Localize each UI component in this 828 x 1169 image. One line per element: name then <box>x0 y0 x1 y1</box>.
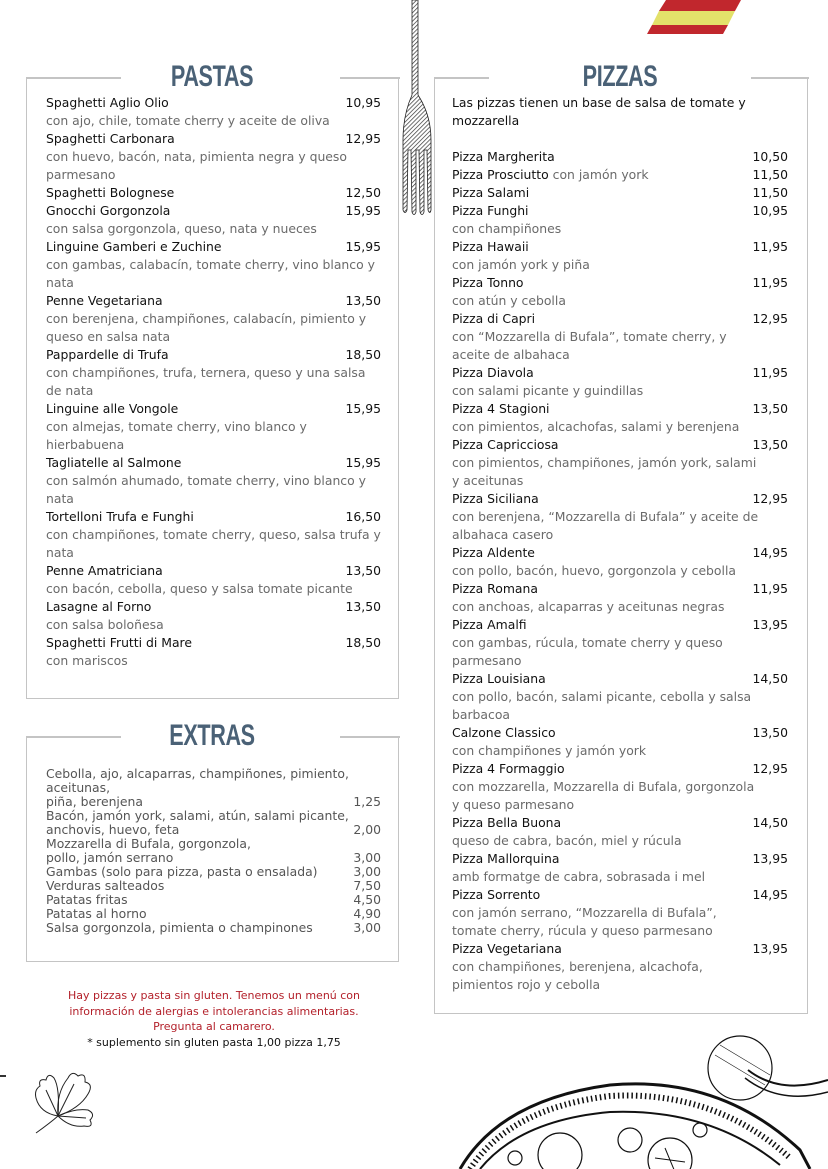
pizza-item-row <box>452 400 788 418</box>
pasta-item <box>46 454 381 508</box>
pizza-item-row <box>452 364 788 382</box>
extra-line: Patatas fritas <box>46 892 128 907</box>
pizza-price: 11,50 <box>752 185 788 200</box>
pizza-name-group <box>452 580 538 598</box>
pasta-name: Spaghetti Frutti di Mare <box>46 635 193 650</box>
pizza-item-row <box>452 850 788 868</box>
pizzas-intro: Las pizzas tienen un base de salsa de tomate y mozzarella <box>452 95 746 128</box>
fork-tine-fragment <box>0 1075 6 1077</box>
pasta-description: con salmón ahumado, tomate cherry, vino blanco y nata <box>46 473 366 506</box>
pasta-price: 12,50 <box>345 185 381 200</box>
extra-line: Salsa gorgonzola, pimienta o champinones <box>46 920 313 935</box>
pasta-name: Lasagne al Forno <box>46 599 152 614</box>
pasta-description: con ajo, chile, tomate cherry y aceite de oliva <box>46 113 330 128</box>
pizza-item <box>452 166 788 184</box>
pizza-price: 13,50 <box>752 401 788 416</box>
extra-description <box>46 837 251 865</box>
pasta-description: con mariscos <box>46 653 128 668</box>
pizza-name-group <box>452 670 546 688</box>
pizza-item-row <box>452 436 788 454</box>
pizza-price: 14,50 <box>752 815 788 830</box>
pasta-item <box>46 238 381 292</box>
extras-heading: EXTRAS <box>169 719 255 752</box>
pasta-name: Spaghetti Aglio Olio <box>46 95 169 110</box>
extra-price: 3,00 <box>353 850 381 865</box>
pizza-description: con anchoas, alcaparras y aceitunas negras <box>452 599 725 614</box>
pasta-description: con huevo, bacón, nata, pimienta negra y queso parmesano <box>46 149 347 182</box>
pizza-item <box>452 310 788 364</box>
pizza-item-row <box>452 814 788 832</box>
pizza-price: 11,95 <box>752 365 788 380</box>
pizza-description: con champiñones y jamón york <box>452 743 647 758</box>
extra-line: Verduras salteados <box>46 878 165 893</box>
pasta-item <box>46 202 381 238</box>
extra-line: Gambas (solo para pizza, pasta o ensalada) <box>46 864 318 879</box>
extra-price: 1,25 <box>353 794 381 809</box>
pasta-item <box>46 400 381 454</box>
pizza-name: Pizza di Capri <box>452 311 536 326</box>
fork-icon <box>395 0 435 220</box>
pizza-item <box>452 238 788 274</box>
pasta-item-row <box>46 184 381 202</box>
pizza-name-group <box>452 436 559 454</box>
pizza-name-group <box>452 760 565 778</box>
extra-item <box>46 893 381 907</box>
pizza-item <box>452 148 788 166</box>
pasta-price: 10,95 <box>345 95 381 110</box>
pasta-name: Tagliatelle al Salmone <box>46 455 182 470</box>
pizza-item <box>452 940 788 994</box>
pizza-description: con mozzarella, Mozzarella di Bufala, gorgonzola y queso parmesano <box>452 779 755 812</box>
extra-price: 3,00 <box>353 864 381 879</box>
notice-line-3: Pregunta al camarero. <box>153 1020 275 1033</box>
pizza-name: Pizza Louisiana <box>452 671 546 686</box>
extra-description <box>46 907 147 921</box>
pizza-name-group <box>452 274 524 292</box>
extras-list <box>46 767 381 935</box>
pizza-price: 11,95 <box>752 581 788 596</box>
pizza-item-row <box>452 274 788 292</box>
pizza-inline-description: con jamón york <box>552 167 649 182</box>
pasta-item-row <box>46 634 381 652</box>
pizza-price: 12,95 <box>752 491 788 506</box>
pizza-description: con pollo, bacón, huevo, gorgonzola y cebolla <box>452 563 736 578</box>
pizza-description: con pimientos, champiñones, jamón york, salami y aceitunas <box>452 455 757 488</box>
pizza-name-group <box>452 310 535 328</box>
pasta-price: 15,95 <box>345 401 381 416</box>
pasta-item-row <box>46 238 381 256</box>
extra-description <box>46 767 349 809</box>
pasta-item-row <box>46 454 381 472</box>
pasta-item-row <box>46 346 381 364</box>
pizza-name-group <box>452 940 562 958</box>
pizza-name: Pizza 4 Stagioni <box>452 401 550 416</box>
pasta-item-row <box>46 598 381 616</box>
pizza-description: con champiñones <box>452 221 562 236</box>
pizza-name: Pizza Diavola <box>452 365 534 380</box>
pasta-item <box>46 562 381 598</box>
pizza-name: Pizza Vegetariana <box>452 941 562 956</box>
pizza-price: 14,95 <box>752 887 788 902</box>
pasta-item-row <box>46 94 381 112</box>
pizza-item <box>452 490 788 544</box>
pizza-name: Pizza Siciliana <box>452 491 539 506</box>
pasta-name: Spaghetti Bolognese <box>46 185 175 200</box>
pizza-name-group <box>452 238 529 256</box>
pizza-name-group <box>452 400 550 418</box>
parsley-leaf-icon <box>30 1068 102 1138</box>
pizza-description: amb formatge de cabra, sobrasada i mel <box>452 869 706 884</box>
pizza-name-group <box>452 616 527 634</box>
pizza-price: 12,95 <box>752 761 788 776</box>
pizza-description: con champiñones, berenjena, alcachofa, pimientos rojo y cebolla <box>452 959 703 992</box>
pizza-description: con jamón serrano, “Mozzarella di Bufala”, tomate cherry, rúcula y queso parmesano <box>452 905 717 938</box>
pizza-name-group <box>452 166 649 184</box>
pasta-item <box>46 508 381 562</box>
extra-line: aceitunas, <box>46 780 111 795</box>
extra-item <box>46 837 381 865</box>
pasta-price: 13,50 <box>345 293 381 308</box>
notice-line-2: información de alergias e intolerancias alimentarias. <box>69 1004 359 1018</box>
pizza-item <box>452 814 788 850</box>
pasta-description: con bacón, cebolla, queso y salsa tomate picante <box>46 581 353 596</box>
pizza-item-row <box>452 940 788 958</box>
pasta-name: Pappardelle di Trufa <box>46 347 169 362</box>
pasta-price: 13,50 <box>345 563 381 578</box>
pizza-description: con berenjena, “Mozzarella di Bufala” y aceite de albahaca casero <box>452 509 759 542</box>
pasta-description: con salsa gorgonzola, queso, nata y nueces <box>46 221 317 236</box>
pizza-price: 12,95 <box>752 311 788 326</box>
pizza-item-row <box>452 580 788 598</box>
pizza-name: Pizza Prosciutto <box>452 167 549 182</box>
pizza-name-group <box>452 850 559 868</box>
pizza-name-group <box>452 364 534 382</box>
pizza-item-row <box>452 310 788 328</box>
pasta-item <box>46 346 381 400</box>
notice-line-1: Hay pizzas y pasta sin gluten. Tenemos un menú con <box>67 989 361 1002</box>
pasta-item-row <box>46 400 381 418</box>
extra-price: 2,00 <box>353 822 381 837</box>
pizza-name: Pizza Capricciosa <box>452 437 559 452</box>
pizza-price: 13,50 <box>752 725 788 740</box>
extra-price: 3,00 <box>353 920 381 935</box>
pizza-item <box>452 274 788 310</box>
pasta-description: con champiñones, trufa, ternera, queso y una salsa de nata <box>46 365 366 398</box>
pizza-price: 10,50 <box>752 149 788 164</box>
pasta-item <box>46 292 381 346</box>
pizza-description: con pimientos, alcachofas, salami y berenjena <box>452 419 740 434</box>
extra-item <box>46 879 381 893</box>
pasta-name: Gnocchi Gorgonzola <box>46 203 171 218</box>
pizza-price: 11,95 <box>752 239 788 254</box>
pasta-description: con berenjena, champiñones, calabacín, pimiento y queso en salsa nata <box>46 311 367 344</box>
pasta-name: Penne Vegetariana <box>46 293 163 308</box>
pizza-description: con pollo, bacón, salami picante, cebolla y salsa barbacoa <box>452 689 752 722</box>
pasta-item-row <box>46 202 381 220</box>
pizza-item-row <box>452 616 788 634</box>
pizza-description: con jamón york y piña <box>452 257 590 272</box>
pasta-description: con almejas, tomate cherry, vino blanco y hierbabuena <box>46 419 307 452</box>
pasta-description: con gambas, calabacín, tomate cherry, vino blanco y nata <box>46 257 375 290</box>
extra-description <box>46 893 128 907</box>
pasta-price: 16,50 <box>345 509 381 524</box>
extra-line: Bacón, jamón york, salami, atún, salami picante, <box>46 808 349 823</box>
pizza-illustration-icon <box>440 1030 828 1169</box>
extra-line: piña, berenjena <box>46 794 143 809</box>
pizza-item-row <box>452 544 788 562</box>
pizza-item <box>452 724 788 760</box>
pizza-item-row <box>452 760 788 778</box>
pastas-heading: PASTAS <box>170 60 254 93</box>
pasta-price: 18,50 <box>345 347 381 362</box>
pasta-price: 15,95 <box>345 239 381 254</box>
pizza-item <box>452 544 788 580</box>
pizza-name: Pizza 4 Formaggio <box>452 761 565 776</box>
extra-item <box>46 767 381 809</box>
pizza-item <box>452 202 788 238</box>
extra-price: 4,90 <box>353 906 381 921</box>
pizza-name: Pizza Romana <box>452 581 538 596</box>
pasta-name: Tortelloni Trufa e Funghi <box>46 509 194 524</box>
pasta-price: 13,50 <box>345 599 381 614</box>
pasta-price: 18,50 <box>345 635 381 650</box>
pizza-name: Calzone Classico <box>452 725 556 740</box>
pizza-description: con “Mozzarella di Bufala”, tomate cherry, y aceite de albahaca <box>452 329 727 362</box>
pizza-item-row <box>452 238 788 256</box>
pasta-name: Spaghetti Carbonara <box>46 131 175 146</box>
pizza-item <box>452 616 788 670</box>
extra-line: pollo, jamón serrano <box>46 850 174 865</box>
pizza-item <box>452 364 788 400</box>
pasta-item <box>46 184 381 202</box>
pizza-item <box>452 400 788 436</box>
extra-item <box>46 921 381 935</box>
extra-line: Mozzarella di Bufala, gorgonzola, <box>46 836 251 851</box>
pizza-description: con gambas, rúcula, tomate cherry y queso parmesano <box>452 635 723 668</box>
pizza-price: 13,95 <box>752 617 788 632</box>
extra-line: Cebolla, ajo, alcaparras, champiñones, pimiento, <box>46 766 349 781</box>
pizza-item-row <box>452 886 788 904</box>
pizza-name-group <box>452 814 561 832</box>
pizza-item-row <box>452 166 788 184</box>
extra-price: 4,50 <box>353 892 381 907</box>
pasta-item-row <box>46 292 381 310</box>
pasta-item <box>46 94 381 130</box>
pizza-price: 14,50 <box>752 671 788 686</box>
pizza-item <box>452 850 788 886</box>
spain-flag-icon <box>646 0 746 36</box>
pizzas-heading: PIZZAS <box>582 60 658 93</box>
pizza-item <box>452 670 788 724</box>
pizza-name: Pizza Mallorquina <box>452 851 560 866</box>
gluten-supplement: * suplemento sin gluten pasta 1,00 pizza 1,75 <box>87 1035 341 1049</box>
pizza-item-row <box>452 148 788 166</box>
pizza-name: Pizza Hawaii <box>452 239 529 254</box>
pizza-name: Pizza Sorrento <box>452 887 541 902</box>
pastas-list <box>46 94 381 670</box>
pizzas-list <box>452 148 788 994</box>
pizza-description: con atún y cebolla <box>452 293 566 308</box>
pizza-name-group <box>452 544 535 562</box>
extra-description <box>46 921 313 935</box>
pizza-item-row <box>452 490 788 508</box>
gluten-notice <box>30 988 398 1050</box>
pizza-description: con salami picante y guindillas <box>452 383 644 398</box>
pizza-price: 11,95 <box>752 275 788 290</box>
pizza-name-group <box>452 184 529 202</box>
extra-item <box>46 865 381 879</box>
pizza-name-group <box>452 148 555 166</box>
pizza-price: 13,95 <box>752 941 788 956</box>
extra-description <box>46 809 349 837</box>
pasta-name: Linguine Gamberi e Zuchine <box>46 239 222 254</box>
pasta-item <box>46 634 381 670</box>
extra-item <box>46 809 381 837</box>
pizza-name-group <box>452 886 540 904</box>
extra-line: anchovis, huevo, feta <box>46 822 180 837</box>
pizza-name: Pizza Bella Buona <box>452 815 562 830</box>
pizza-item <box>452 436 788 490</box>
pizza-name-group <box>452 724 556 742</box>
extra-description <box>46 879 164 893</box>
pasta-price: 15,95 <box>345 203 381 218</box>
pizza-description: queso de cabra, bacón, miel y rúcula <box>452 833 682 848</box>
pizza-price: 14,95 <box>752 545 788 560</box>
pizza-item-row <box>452 670 788 688</box>
pizza-price: 13,95 <box>752 851 788 866</box>
pasta-item-row <box>46 562 381 580</box>
pizza-item <box>452 580 788 616</box>
pizza-item-row <box>452 184 788 202</box>
pasta-description: con salsa boloñesa <box>46 617 164 632</box>
pizza-price: 10,95 <box>752 203 788 218</box>
pizza-name: Pizza Amalfi <box>452 617 527 632</box>
pizza-name: Pizza Aldente <box>452 545 535 560</box>
pizza-name: Pizza Margherita <box>452 149 555 164</box>
extra-item <box>46 907 381 921</box>
extra-description <box>46 865 318 879</box>
pizza-name: Pizza Salami <box>452 185 530 200</box>
extra-price: 7,50 <box>353 878 381 893</box>
pasta-name: Penne Amatriciana <box>46 563 163 578</box>
pasta-price: 12,95 <box>345 131 381 146</box>
pizza-item <box>452 184 788 202</box>
pizza-item <box>452 886 788 940</box>
pizza-item <box>452 760 788 814</box>
pasta-item-row <box>46 130 381 148</box>
pizza-item-row <box>452 202 788 220</box>
pasta-name: Linguine alle Vongole <box>46 401 179 416</box>
pizza-price: 11,50 <box>752 167 788 182</box>
pasta-price: 15,95 <box>345 455 381 470</box>
pasta-description: con champiñones, tomate cherry, queso, salsa trufa y nata <box>46 527 381 560</box>
extra-line: Patatas al horno <box>46 906 147 921</box>
pasta-item <box>46 130 381 184</box>
pizza-price: 13,50 <box>752 437 788 452</box>
pizza-name-group <box>452 490 539 508</box>
pasta-item-row <box>46 508 381 526</box>
pizza-item-row <box>452 724 788 742</box>
pizza-name: Pizza Funghi <box>452 203 529 218</box>
pizza-name: Pizza Tonno <box>452 275 524 290</box>
pizza-name-group <box>452 202 529 220</box>
pasta-item <box>46 598 381 634</box>
